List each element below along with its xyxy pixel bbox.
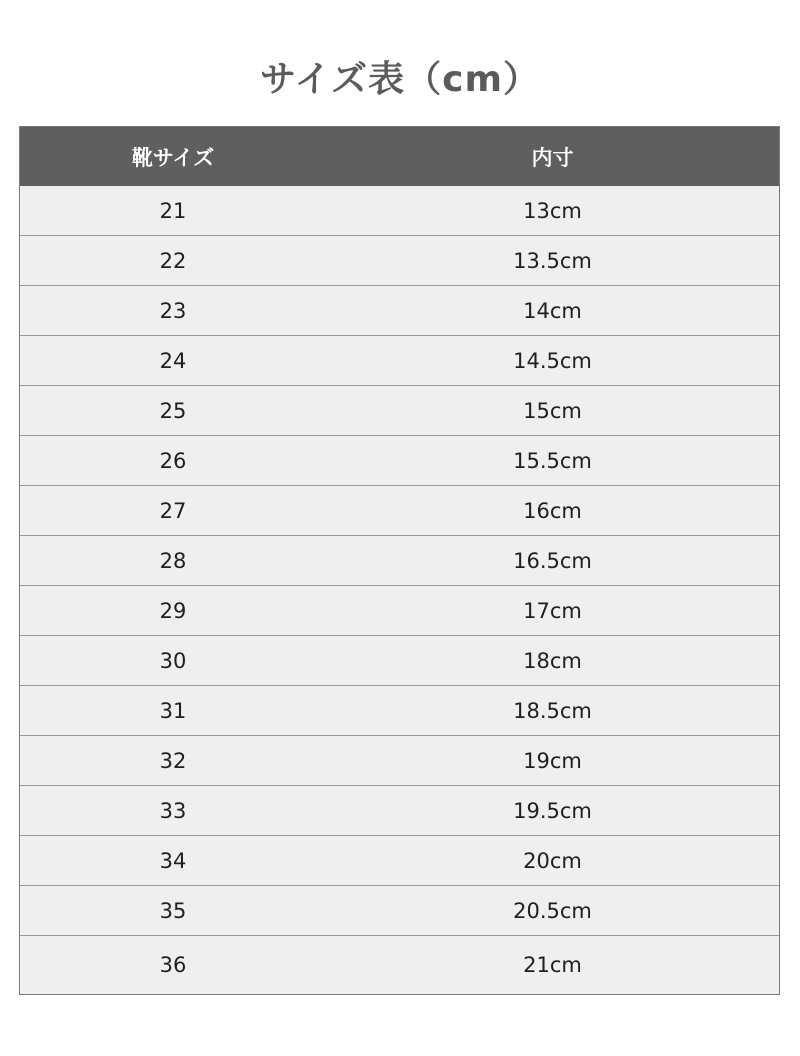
cell-shoe-size: 32 — [159, 748, 187, 773]
table-row — [20, 636, 779, 686]
cell-inner-length: 13.5cm — [513, 248, 592, 273]
cell-inner-length: 14.5cm — [513, 348, 592, 373]
size-table — [19, 126, 780, 995]
cell-shoe-size: 28 — [159, 548, 187, 573]
cell-shoe-size: 36 — [159, 953, 187, 977]
table-row — [20, 586, 779, 636]
cell-inner-length: 18cm — [523, 648, 582, 673]
table-row — [20, 436, 779, 486]
table-row — [20, 336, 779, 386]
table-row — [20, 686, 779, 736]
cell-shoe-size: 29 — [159, 598, 187, 623]
cell-shoe-size: 21 — [159, 198, 187, 223]
table-body — [20, 186, 779, 994]
cell-inner-length: 19.5cm — [513, 798, 592, 823]
header-shoe-size: 靴サイズ — [131, 145, 215, 170]
cell-shoe-size: 34 — [159, 848, 187, 873]
cell-inner-length: 19cm — [523, 748, 582, 773]
table-row — [20, 236, 779, 286]
cell-inner-length: 18.5cm — [513, 698, 592, 723]
table-header — [20, 127, 779, 186]
cell-shoe-size: 31 — [159, 698, 187, 723]
cell-shoe-size: 24 — [159, 348, 187, 373]
table-row — [20, 386, 779, 436]
cell-inner-length: 13cm — [523, 198, 582, 223]
cell-inner-length: 16cm — [523, 498, 582, 523]
cell-shoe-size: 33 — [159, 798, 187, 823]
table-row — [20, 286, 779, 336]
table-row — [20, 736, 779, 786]
table-row — [20, 936, 779, 994]
table-row — [20, 536, 779, 586]
cell-shoe-size: 22 — [159, 248, 187, 273]
cell-inner-length: 15cm — [523, 398, 582, 423]
cell-shoe-size: 27 — [159, 498, 187, 523]
cell-shoe-size: 35 — [159, 898, 187, 923]
cell-shoe-size: 25 — [159, 398, 187, 423]
table-row — [20, 786, 779, 836]
cell-inner-length: 21cm — [523, 953, 582, 977]
cell-inner-length: 20.5cm — [513, 898, 592, 923]
table-row — [20, 186, 779, 236]
header-inner-length: 内寸 — [531, 145, 574, 170]
cell-shoe-size: 30 — [159, 648, 187, 673]
cell-inner-length: 16.5cm — [513, 548, 592, 573]
cell-inner-length: 15.5cm — [513, 448, 592, 473]
cell-inner-length: 20cm — [523, 848, 582, 873]
table-row — [20, 486, 779, 536]
cell-shoe-size: 26 — [159, 448, 187, 473]
table-row — [20, 836, 779, 886]
cell-inner-length: 14cm — [523, 298, 582, 323]
cell-inner-length: 17cm — [523, 598, 582, 623]
page-title: サイズ表（cm） — [260, 59, 540, 100]
cell-shoe-size: 23 — [159, 298, 187, 323]
table-row — [20, 886, 779, 936]
